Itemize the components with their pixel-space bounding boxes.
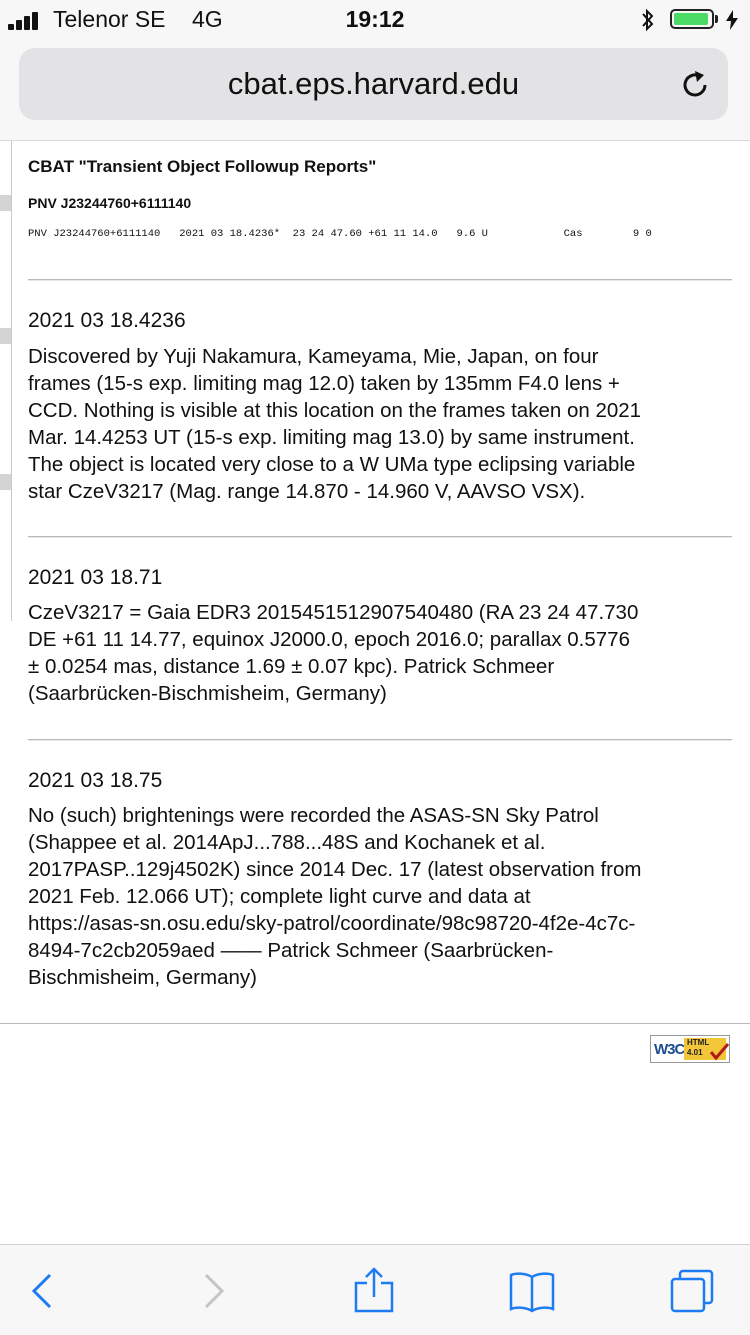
tabs-icon (672, 1271, 712, 1311)
object-name: PNV J23244760+6111140 (28, 195, 192, 211)
status-bar (0, 0, 750, 40)
report-date: 2021 03 18.71 (28, 566, 163, 589)
report-line: (Saarbrücken-Bischmisheim, Germany) (28, 682, 387, 705)
report-line: The object is located very close to a W UMa type eclipsing variable (28, 453, 636, 476)
report-line: https://asas-sn.osu.edu/sky-patrol/coordinate/98c98720-4f2e-4c7c- (28, 912, 636, 935)
report-text (28, 343, 738, 505)
w3c-validation-badge[interactable] (650, 1035, 730, 1063)
frame-edge-mark (0, 328, 11, 344)
frame-border (11, 141, 12, 621)
divider (0, 1023, 750, 1024)
book-icon (511, 1274, 553, 1311)
chevron-left-icon (34, 1275, 50, 1307)
report-line: CCD. Nothing is visible at this location on the frames taken on 2021 (28, 399, 642, 422)
report-line: 2021 Feb. 12.066 UT); complete light curve and data at (28, 885, 531, 908)
back-button[interactable] (20, 1267, 68, 1315)
report-line: DE +61 11 14.77, equinox J2000.0, epoch 2016.0; parallax 0.5776 (28, 628, 630, 651)
report-line: Bischmisheim, Germany) (28, 966, 257, 989)
frame-edge-mark (0, 195, 11, 211)
report-line: Mar. 14.4253 UT (15-s exp. limiting mag 13.0) by same instrument. (28, 426, 635, 449)
address-area (0, 40, 750, 141)
report-line: CzeV3217 = Gaia EDR3 2015451512907540480 (RA 23 24 47.730 (28, 601, 639, 624)
charging-icon (725, 10, 739, 30)
report-line: Discovered by Yuji Nakamura, Kameyama, Mie, Japan, on four (28, 345, 599, 368)
carrier-name: Telenor SE (53, 6, 166, 32)
checkmark-icon (705, 1040, 731, 1064)
report-line: star CzeV3217 (Mag. range 14.870 - 14.960 V, AAVSO VSX). (28, 480, 586, 503)
chevron-right-icon (206, 1275, 222, 1307)
report-line: ± 0.0254 mas, distance 1.69 ± 0.07 kpc). Patrick Schmeer (28, 655, 555, 678)
report-text (28, 599, 738, 707)
bluetooth-icon (640, 8, 656, 32)
page-title: CBAT "Transient Object Followup Reports" (28, 157, 377, 176)
url-text[interactable]: cbat.eps.harvard.edu (227, 66, 520, 101)
report-line: No (such) brightenings were recorded the ASAS-SN Sky Patrol (28, 804, 599, 827)
report-line: 8494-7c2cb2059aed —— Patrick Schmeer (Saarbrücken- (28, 939, 554, 962)
summary-line: PNV J23244760+6111140 2021 03 18.4236* 23 24 47.60 +61 11 14.0 9.6 U Cas 9 0 (28, 228, 652, 240)
network-type: 4G (192, 6, 223, 32)
battery-icon (670, 9, 714, 29)
w3c-html-text: HTML (687, 1038, 710, 1047)
report-date: 2021 03 18.4236 (28, 309, 186, 332)
url-field[interactable] (19, 48, 728, 120)
w3c-html-version: 4.01 (687, 1048, 703, 1057)
browser-toolbar (0, 1244, 750, 1335)
battery-tip (715, 15, 718, 23)
share-icon (356, 1269, 392, 1311)
divider (28, 279, 732, 281)
report-line: 2017PASP..129j4502K) since 2014 Dec. 17 (latest observation from (28, 858, 642, 881)
divider (28, 739, 732, 741)
tabs-button[interactable] (668, 1267, 716, 1315)
share-button[interactable] (350, 1267, 398, 1315)
report-text (28, 802, 738, 991)
page-content (0, 141, 750, 1244)
frame-edge-mark (0, 474, 11, 490)
report-line: (Shappee et al. 2014ApJ...788...48S and Kochanek et al. (28, 831, 546, 854)
report-line: frames (15-s exp. limiting mag 12.0) taken by 135mm F4.0 lens + (28, 372, 620, 395)
reload-icon[interactable] (678, 68, 712, 102)
divider (28, 536, 732, 538)
w3c-logo: W3C (654, 1041, 685, 1058)
forward-button[interactable] (188, 1267, 236, 1315)
status-time: 19:12 (345, 6, 405, 32)
report-date: 2021 03 18.75 (28, 769, 163, 792)
bookmarks-button[interactable] (508, 1267, 556, 1315)
